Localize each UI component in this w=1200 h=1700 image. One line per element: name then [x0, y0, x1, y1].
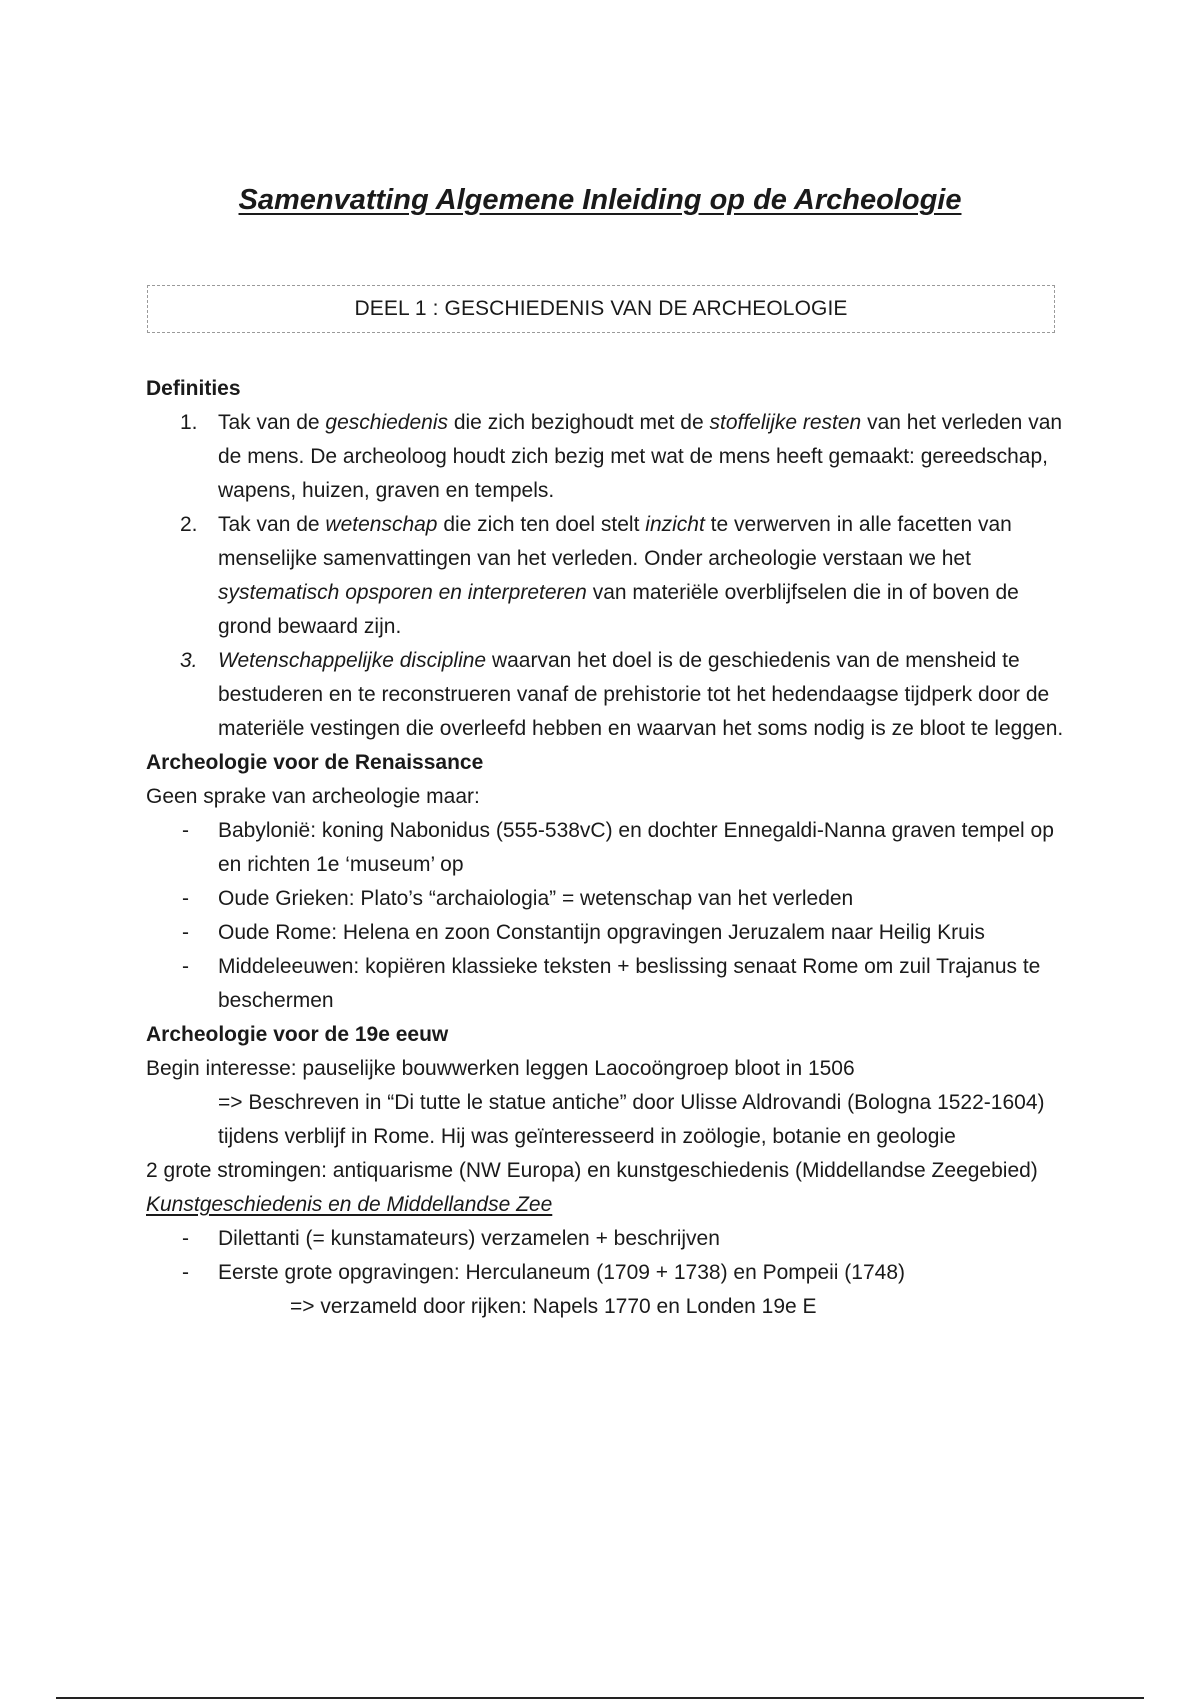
list-number: 3.: [180, 649, 198, 672]
list-item-text: Middeleeuwen: kopiëren klassieke teksten + beslissing senaat Rome om zuil Trajanus te beschermen: [218, 955, 1041, 1012]
list-item: [146, 1256, 1066, 1290]
definition-emphasis: Wetenschappelijke discipline: [218, 649, 487, 672]
renaissance-intro: Geen sprake van archeologie maar:: [146, 785, 480, 808]
paragraph-verzameld: => verzameld door rijken: Napels 1770 en Londen 19e E: [290, 1295, 817, 1318]
definition-emphasis: stoffelijke resten: [709, 411, 862, 434]
dash-bullet: -: [182, 819, 189, 842]
list-item-text: Eerste grote opgravingen: Herculaneum (1709 + 1738) en Pompeii (1748): [218, 1261, 906, 1284]
footer-divider: [56, 1697, 1144, 1699]
list-item-text: Dilettanti (= kunstamateurs) verzamelen + beschrijven: [218, 1227, 720, 1250]
paragraph-begin-interesse: Begin interesse: pauselijke bouwwerken leggen Laocoöngroep bloot in 1506: [146, 1057, 855, 1080]
paragraph-stromingen: 2 grote stromingen: antiquarisme (NW Europa) en kunstgeschiedenis (Middellandse Zeegebied): [146, 1159, 1038, 1182]
definition-text: van het verleden van de mens. De archeoloog houdt zich bezig met wat de mens heeft gemaakt: gereedschap, wapens, huizen, graven en tempels.: [218, 411, 1063, 502]
paragraph-aldrovandi: => Beschreven in “Di tutte le statue antiche” door Ulisse Aldrovandi (Bologna 1522-1604) tijdens verblijf in Rome. Hij was geïnteresseerd in zoölogie, botanie en geologie: [218, 1091, 1045, 1148]
list-item: [146, 950, 1066, 1018]
list-number: 2.: [180, 513, 198, 536]
document-body: [146, 372, 1066, 1324]
definition-emphasis: wetenschap: [325, 513, 438, 536]
renaissance-list: [146, 814, 1066, 1018]
definition-emphasis: inzicht: [645, 513, 705, 536]
definition-text: die zich ten doel stelt: [437, 513, 646, 536]
list-item: [146, 814, 1066, 882]
document-title: Samenvatting Algemene Inleiding op de Archeologie: [238, 184, 962, 216]
part-heading-box: [147, 285, 1055, 333]
list-item: [146, 882, 1066, 916]
dash-bullet: -: [182, 1261, 189, 1284]
definition-text: Tak van de: [218, 513, 326, 536]
definition-text: waarvan het doel is de geschiedenis van de mensheid te bestuderen en te reconstrueren vanaf de prehistorie tot het hedendaagse tijdperk door de materiële vestingen die overleefd hebben en waarvan het soms nodig is ze bloot te leggen.: [218, 649, 1064, 740]
definition-text: te verwerven in alle facetten van menselijke samenvattingen van het verleden. Onder archeologie verstaan we het: [218, 513, 1012, 570]
list-item-text: Babylonië: koning Nabonidus (555-538vC) en dochter Ennegaldi-Nanna graven tempel op en richten 1e ‘museum’ op: [218, 819, 1054, 876]
list-item-text: Oude Rome: Helena en zoon Constantijn opgravingen Jeruzalem naar Heilig Kruis: [218, 921, 985, 944]
subheading-kunstgeschiedenis: Kunstgeschiedenis en de Middellandse Zee: [146, 1193, 553, 1216]
dash-bullet: -: [182, 955, 189, 978]
list-item: [146, 916, 1066, 950]
dash-bullet: -: [182, 1227, 189, 1250]
definitions-list: [146, 406, 1066, 746]
definition-emphasis: systematisch opsporen en interpreteren: [218, 581, 587, 604]
kunstgeschiedenis-list: [146, 1222, 1066, 1290]
list-item: [146, 1222, 1066, 1256]
dash-bullet: -: [182, 887, 189, 910]
definition-text: Tak van de: [218, 411, 326, 434]
section-heading-definities: Definities: [146, 377, 241, 400]
definition-emphasis: geschiedenis: [325, 411, 448, 434]
list-item-text: Oude Grieken: Plato’s “archaiologia” = wetenschap van het verleden: [218, 887, 854, 910]
section-heading-19e-eeuw: Archeologie voor de 19e eeuw: [146, 1023, 449, 1046]
dash-bullet: -: [182, 921, 189, 944]
list-number: 1.: [180, 411, 198, 434]
section-heading-renaissance: Archeologie voor de Renaissance: [146, 751, 484, 774]
definition-text: van materiële overblijfselen die in of boven de grond bewaard zijn.: [218, 581, 1019, 638]
part-heading-text: DEEL 1 : GESCHIEDENIS VAN DE ARCHEOLOGIE: [354, 297, 848, 320]
definition-item: [146, 406, 1066, 508]
definition-text: die zich bezighoudt met de: [448, 411, 710, 434]
definition-item: [146, 644, 1066, 746]
definition-item: [146, 508, 1066, 644]
